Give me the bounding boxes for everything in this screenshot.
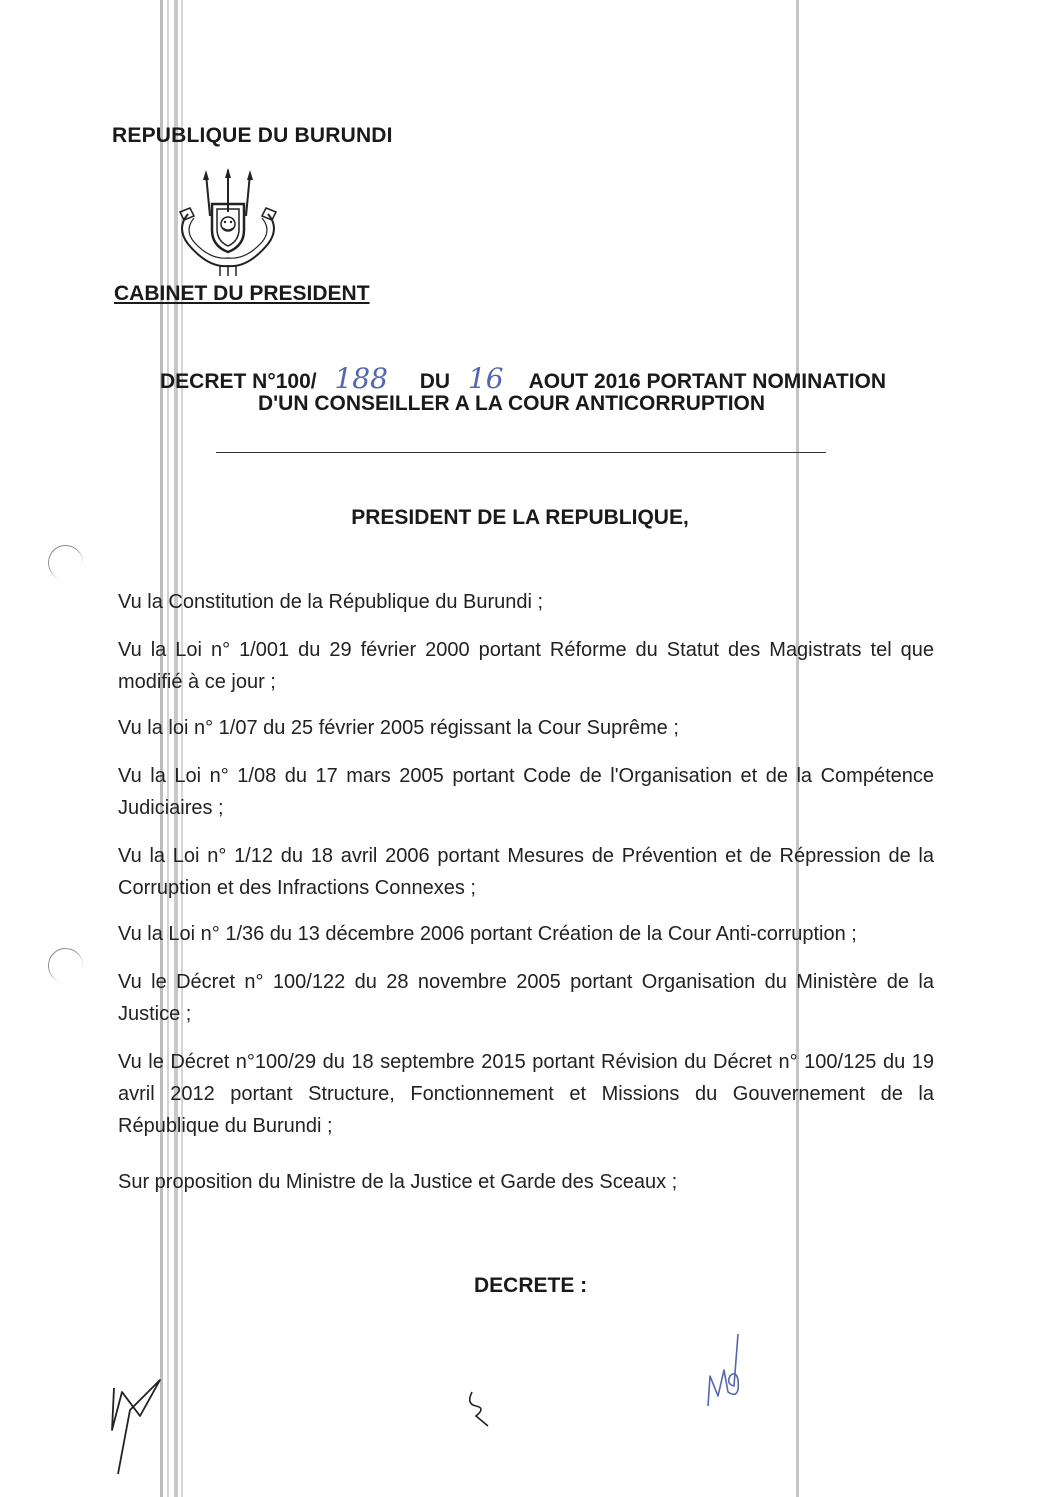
preamble-heading-text: PRESIDENT DE LA REPUBLIQUE,: [351, 506, 689, 529]
handwritten-decree-number: 188: [334, 362, 388, 395]
punch-hole: [45, 945, 86, 986]
decree-number-prefix: DECRET N°100/: [160, 370, 317, 393]
consideration-item: Vu la Loi n° 1/08 du 17 mars 2005 portant Code de l'Organisation et de la Compétence Judiciaires ;: [118, 765, 934, 819]
decree-du: DU: [419, 370, 451, 393]
scan-artifact-line: [160, 0, 163, 1497]
initials-signature-right: [700, 1330, 750, 1410]
consideration-item: Sur proposition du Ministre de la Justice et Garde des Sceaux ;: [118, 1171, 678, 1193]
consideration-item: Vu la Loi n° 1/001 du 29 février 2000 portant Réforme du Statut des Magistrats tel que modifié à ce jour ;: [118, 639, 934, 693]
punch-hole: [45, 542, 86, 583]
consideration-item: Vu la loi n° 1/07 du 25 février 2005 régissant la Cour Suprême ;: [118, 717, 679, 739]
coat-of-arms-emblem: [170, 168, 286, 278]
consideration-item: Vu la Loi n° 1/36 du 13 décembre 2006 portant Création de la Cour Anti-corruption ;: [118, 923, 857, 945]
decree-title-line1: [160, 362, 886, 395]
consideration-item: Vu le Décret n° 100/122 du 28 novembre 2005 portant Organisation du Ministère de la Justice ;: [118, 971, 934, 1025]
decrete-heading: DECRETE :: [474, 1274, 588, 1297]
consideration-item: Vu la Loi n° 1/12 du 18 avril 2006 portant Mesures de Prévention et de Répression de la Corruption et des Infractions Connexes ;: [118, 845, 934, 899]
handwritten-day: 16: [467, 362, 504, 395]
decree-title-rest: AOUT 2016 PORTANT NOMINATION: [528, 370, 887, 393]
preamble-heading: [0, 506, 1060, 530]
cabinet-heading: CABINET DU PRESIDENT: [114, 282, 370, 305]
title-divider: [216, 452, 826, 453]
scan-artifact-line: [167, 0, 169, 1497]
scan-artifact-line: [796, 0, 799, 1497]
initials-signature-center: [462, 1386, 502, 1432]
country-header: REPUBLIQUE DU BURUNDI: [112, 124, 393, 147]
decree-title-line2: D'UN CONSEILLER A LA COUR ANTICORRUPTION: [258, 392, 766, 415]
initials-signature-left: [100, 1370, 170, 1480]
consideration-item: Vu la Constitution de la République du Burundi ;: [118, 591, 544, 613]
consideration-item: Vu le Décret n°100/29 du 18 septembre 2015 portant Révision du Décret n° 100/125 du 19 avril 2012 portant Structure, Fonctionnement et Missions du Gouvernement de la République du Burundi ;: [118, 1051, 934, 1137]
